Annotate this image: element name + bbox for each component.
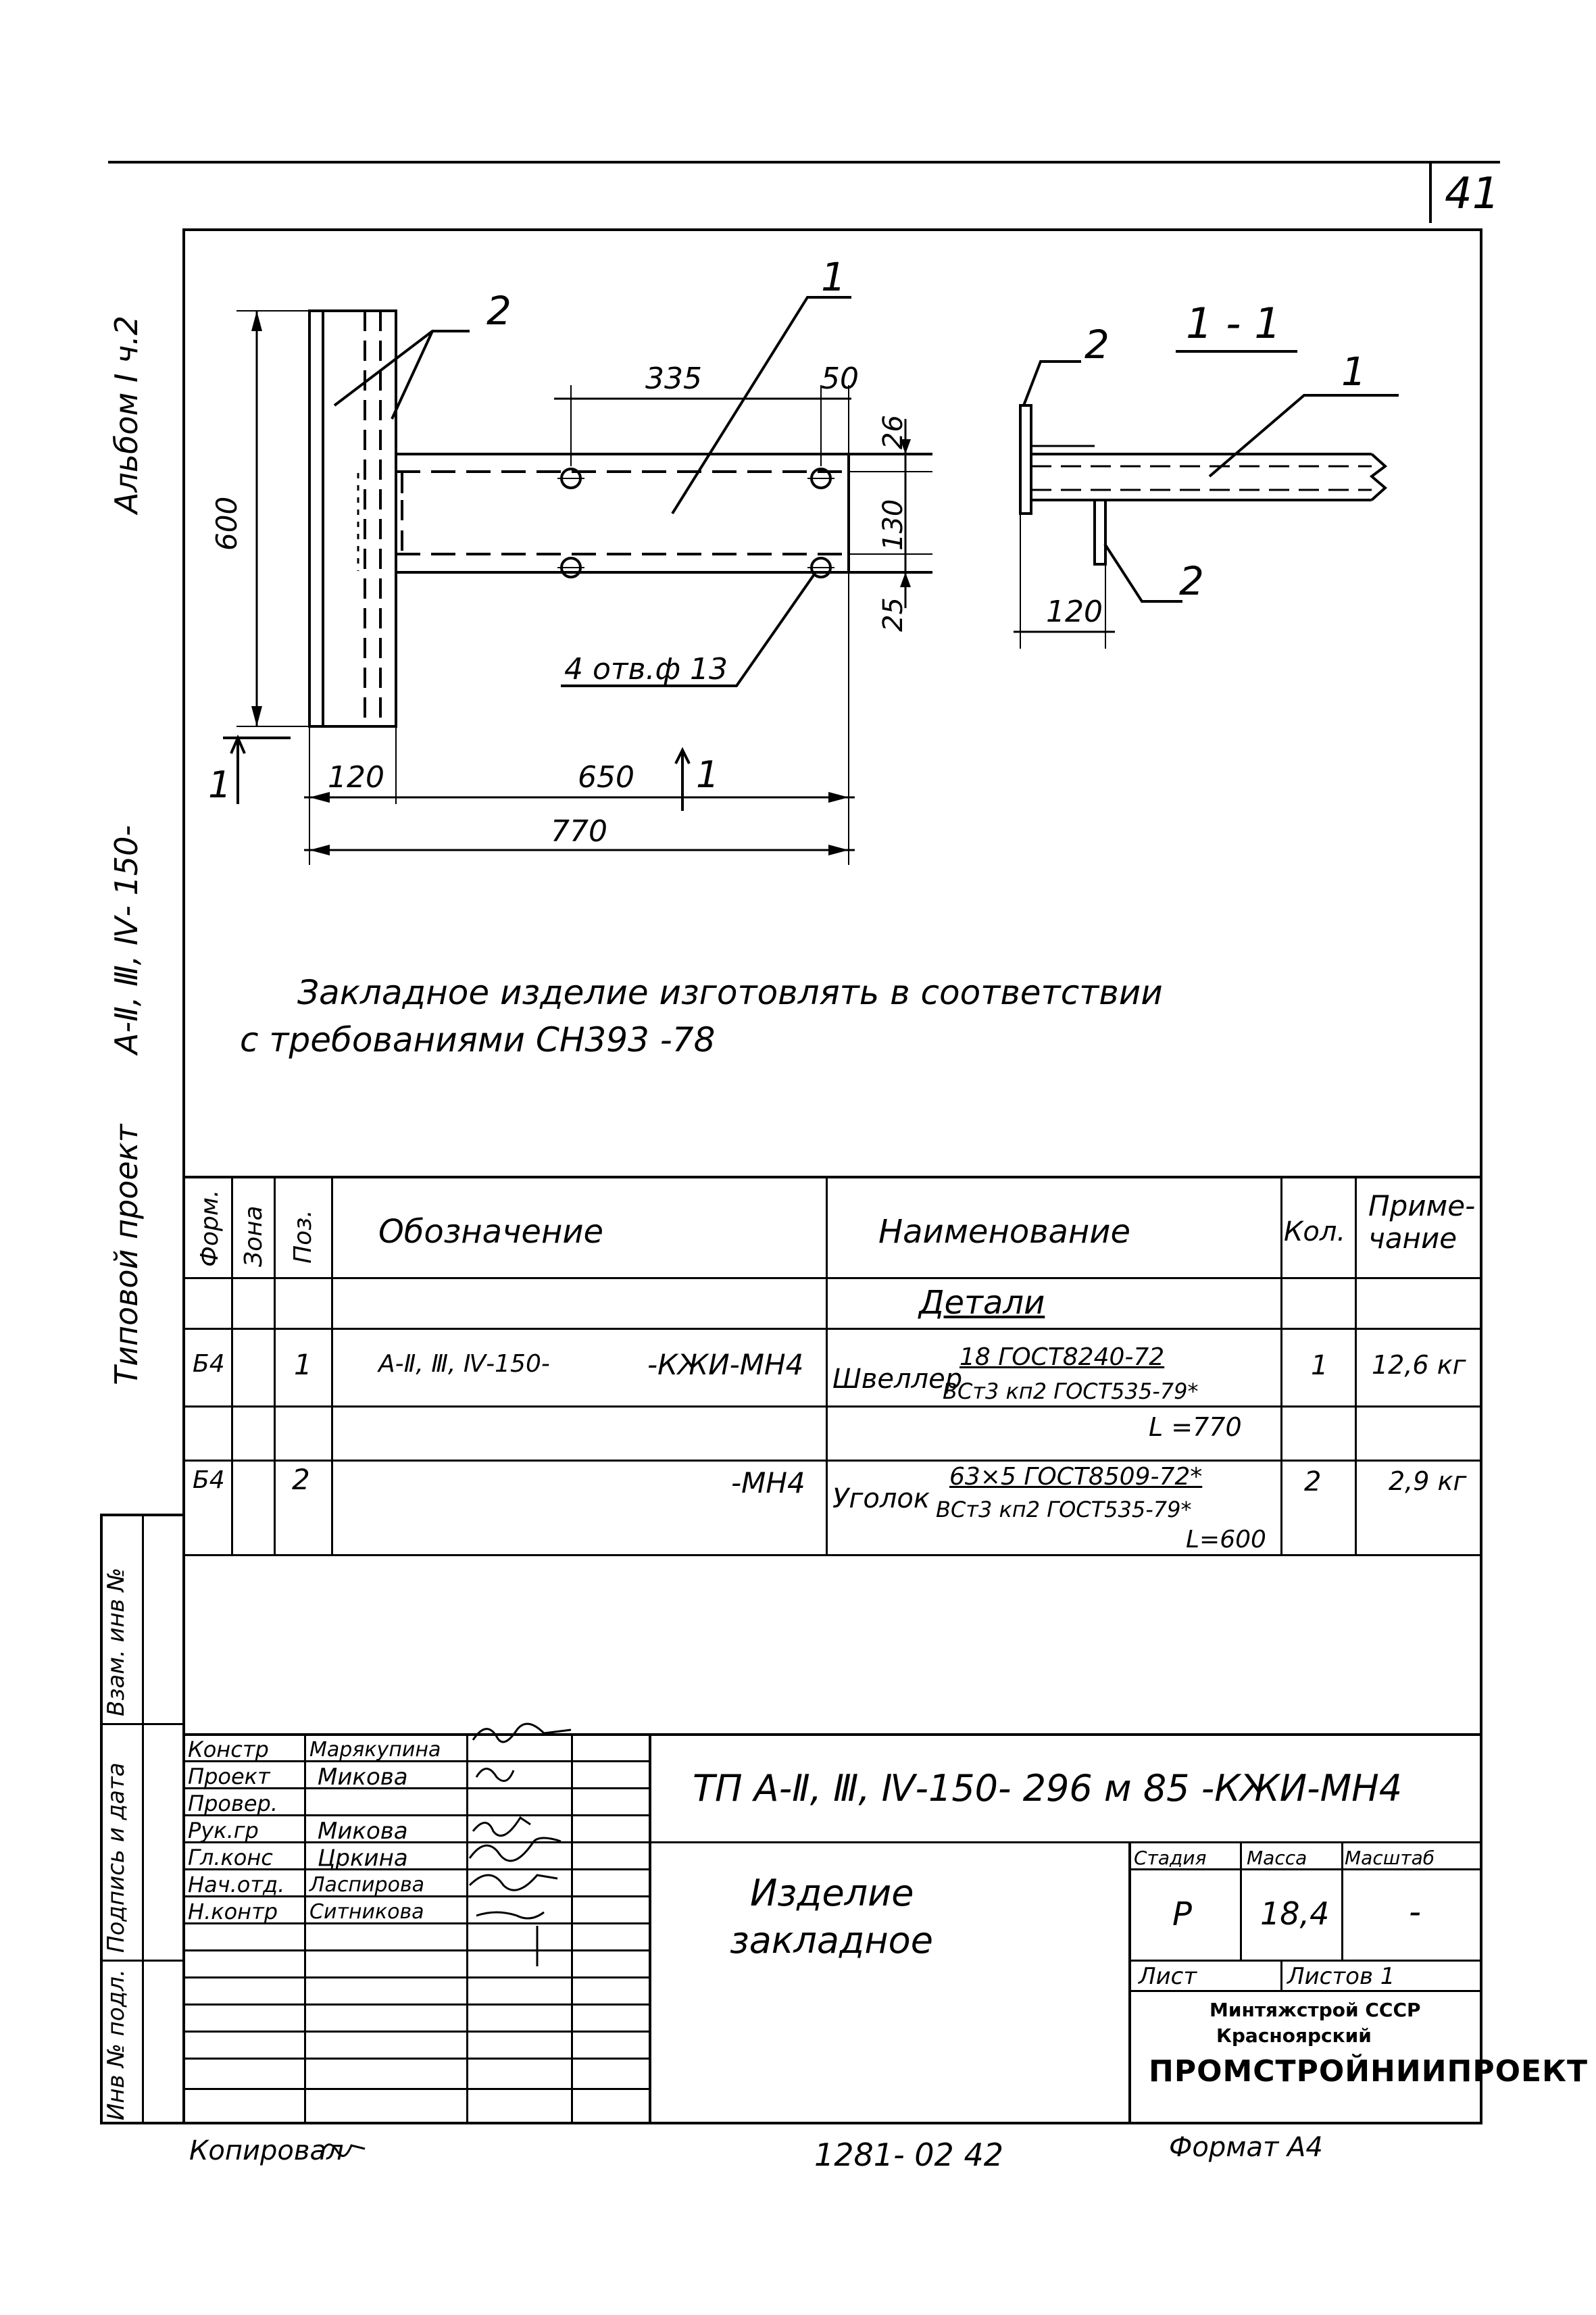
dim-25: 25 <box>878 597 909 632</box>
stamp-vzam-inv: Взам. инв № <box>103 1567 130 1716</box>
dim-section-120: 120 <box>1046 595 1103 629</box>
row2-frac-top: 63×5 ГОСТ8509-72* <box>949 1463 1203 1491</box>
header-pos: Поз. <box>289 1210 317 1264</box>
name-1: Марякупина <box>309 1738 441 1762</box>
dim-120: 120 <box>328 760 384 795</box>
stamp-signature-date: Подпись и дата <box>103 1762 130 1953</box>
footer-copied: Копировал <box>189 2135 344 2166</box>
dim-650: 650 <box>578 760 634 795</box>
row2-note: 2,9 кг <box>1389 1466 1467 1496</box>
header-format: Форм. <box>196 1189 224 1267</box>
row1-frac-bottom: ВСт3 кп2 ГОСТ535-79* <box>943 1378 1199 1404</box>
name-6: Ласпирова <box>309 1873 425 1897</box>
dim-50: 50 <box>821 362 859 396</box>
stamp-inv-podl: Инв № подл. <box>103 1969 130 2120</box>
note-line-1: Закладное изделие изготовлять в соответствии <box>297 973 1163 1012</box>
row2-name: Уголок <box>832 1483 930 1514</box>
org-line-3: ПРОМСТРОЙНИИПРОЕКТ <box>1149 2054 1589 2089</box>
name-5: Цркина <box>318 1845 408 1872</box>
mass-value: 18,4 <box>1260 1895 1330 1932</box>
sheet-label: Лист <box>1139 1963 1197 1990</box>
sheets-label: Листов 1 <box>1287 1963 1395 1990</box>
side-project-code: А-Ⅱ, Ⅲ, Ⅳ- 150- <box>108 825 145 1054</box>
dim-26: 26 <box>878 415 909 449</box>
header-note-bottom: чание <box>1368 1222 1457 1255</box>
row2-format: Б4 <box>193 1466 225 1494</box>
item-line-1: Изделие <box>750 1872 914 1914</box>
row1-format: Б4 <box>193 1350 225 1378</box>
name-7: Ситникова <box>309 1900 424 1924</box>
hole-note: 4 отв.ф 13 <box>564 652 728 687</box>
side-project: Типовой проект <box>108 1124 145 1385</box>
org-line-2: Красноярский <box>1216 2024 1372 2047</box>
role-konstr: Констр <box>188 1737 269 1762</box>
row1-designation-b: -КЖИ-МН4 <box>647 1348 804 1381</box>
copied-signature <box>318 2132 372 2166</box>
header-name: Наименование <box>878 1213 1131 1251</box>
role-proekt: Проект <box>188 1764 270 1789</box>
stage-value: Р <box>1172 1895 1192 1933</box>
org-line-1: Минтяжстрой СССР <box>1210 1999 1421 2021</box>
row2-pos: 2 <box>292 1463 310 1496</box>
header-zone: Зона <box>240 1205 268 1267</box>
dim-335: 335 <box>645 362 702 396</box>
dim-770: 770 <box>551 814 607 849</box>
role-gl-kons: Гл.конс <box>188 1845 273 1870</box>
pos-1-callout: 1 <box>821 254 846 300</box>
row1-qty: 1 <box>1311 1350 1328 1381</box>
row1-pos: 1 <box>294 1348 312 1381</box>
header-designation: Обозначение <box>378 1213 604 1251</box>
role-n-kontr: Н.контр <box>188 1899 278 1924</box>
row2-frac-bottom: ВСт3 кп2 ГОСТ535-79* <box>936 1497 1192 1522</box>
header-note-top: Приме- <box>1368 1189 1476 1222</box>
section-pos-2-top: 2 <box>1084 322 1109 368</box>
stage-label: Стадия <box>1134 1847 1207 1869</box>
mass-label: Масса <box>1247 1847 1307 1869</box>
cut-mark-right: 1 <box>696 753 720 796</box>
row2-length: L=600 <box>1186 1526 1266 1553</box>
row1-name: Швеллер <box>832 1364 963 1395</box>
row1-frac-top: 18 ГОСТ8240-72 <box>959 1343 1165 1371</box>
section-pos-1: 1 <box>1341 349 1366 395</box>
role-nach-otd: Нач.отд. <box>188 1872 285 1897</box>
scale-value: - <box>1409 1892 1422 1931</box>
section-label: 1 - 1 <box>1186 299 1281 348</box>
side-album: Альбом I ч.2 <box>108 315 145 514</box>
cut-mark-left: 1 <box>208 764 232 806</box>
row1-note: 12,6 кг <box>1372 1350 1466 1380</box>
row2-designation-b: -МН4 <box>731 1466 805 1499</box>
section-pos-2-bottom: 2 <box>1179 558 1204 604</box>
name-4: Микова <box>318 1818 408 1845</box>
note-line-2: с требованиями СН393 -78 <box>240 1020 716 1060</box>
footer-format: Формат А4 <box>1169 2132 1323 2163</box>
row2-qty: 2 <box>1304 1466 1322 1497</box>
technical-drawing <box>0 0 1596 1014</box>
dim-130: 130 <box>878 499 909 551</box>
section-title: Детали <box>919 1284 1045 1322</box>
role-prover: Провер. <box>188 1791 278 1816</box>
name-2: Микова <box>318 1764 408 1791</box>
row1-designation-a: А-Ⅱ, Ⅲ, Ⅳ-150- <box>378 1350 550 1378</box>
sheet-number: 41 <box>1445 169 1500 219</box>
row1-length: L =770 <box>1149 1412 1242 1442</box>
dim-600: 600 <box>210 496 243 551</box>
pos-2-callout: 2 <box>487 288 512 334</box>
item-line-2: закладное <box>730 1919 933 1962</box>
header-qty: Кол. <box>1284 1216 1346 1247</box>
scale-label: Масштаб <box>1345 1847 1435 1869</box>
footer-archive: 1281- 02 42 <box>814 2137 1003 2173</box>
role-ruk-gr: Рук.гр <box>188 1818 259 1843</box>
doc-code: ТП А-Ⅱ, Ⅲ, Ⅳ-150- 296 м 85 -КЖИ-МН4 <box>693 1767 1403 1810</box>
